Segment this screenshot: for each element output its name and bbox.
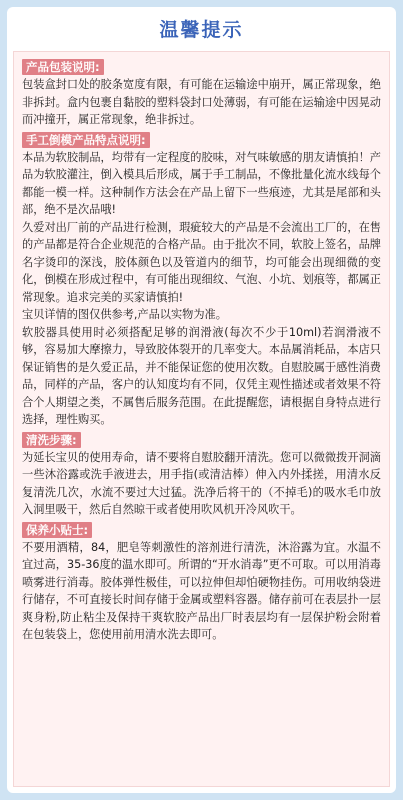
- paragraph: 宝贝详情的图仅供参考,产品以实物为准。: [22, 308, 227, 321]
- paragraph: 本品为软胶制品，均带有一定程度的胶味，对气味敏感的朋友请慎拍！产品为软胶灌注，倒入模具后形成，属于手工制品，不像批量化流水线每个都能一模一样。这种制作方法会在产品上留下一些痕迹，尤其是尾部和头部，绝不是次品哦!: [22, 150, 381, 216]
- section-packaging: [22, 56, 381, 129]
- notice-content: [13, 51, 390, 787]
- section-heading: 手工倒模产品特点说明:: [22, 132, 150, 148]
- paragraph: 久爱对出厂前的产品进行检测，瑕疵较大的产品是不会流出工厂的，在售的产品都是符合企业规范的合格产品。由于批次不同，软胶上签名，品牌名字烫印的深浅，胶体颜色以及管道内的细节，均可能会出现细微的变化，倒模在形成过程中，有可能出现细纹、气泡、小坑、划痕等，都属正常现象。追求完美的买家请慎拍!: [22, 220, 381, 304]
- notice-card: [7, 7, 396, 793]
- section-cleaning: [22, 429, 381, 519]
- paragraph: 为延长宝贝的使用寿命，请不要将自慰胶翻开清洗。您可以微微拨开洞滴一些沐浴露或洗手液进去，用手指(或清洁棒）伸入内外揉搓，用清水反复清洗几次，水流不要过大过猛。洗净后将干的（不掉毛)的吸水毛巾放入洞里吸干，然后自然晾干或者使用吹风机开冷风吹干。: [22, 450, 381, 516]
- paragraph: 软胶器具使用时必须搭配足够的润滑液(每次不少于10ml)若润滑液不够，容易加大摩擦力，导致胶体裂开的几率变大。本品属消耗品，本店只保证销售的是久爱正品，并不能保证您的使用次数。自慰胶属于感性消费品，同样的产品，客户的认知度均有不同，仅凭主观性描述或者效果不符合个人期望之类，不属售后服务范围。在此提醒您，请根据自身特点进行选择，理性购买。: [22, 325, 381, 426]
- section-care-tips: [22, 519, 381, 644]
- section-handmade: [22, 129, 381, 429]
- section-heading: 保养小贴士:: [22, 522, 92, 538]
- section-heading: 清洗步骤:: [22, 432, 81, 448]
- page-title: 温馨提示: [159, 19, 244, 41]
- section-heading: 产品包装说明:: [22, 59, 104, 75]
- paragraph: 不要用酒精，84，肥皂等刺激性的溶剂进行清洗，沐浴露为宜。水温不宜过高，35-36度的温水即可。所谓的“开水消毒”更不可取。可以用消毒喷雾进行消毒。胶体弹性极佳，可以拉伸但却怕硬物挂伤。可用收纳袋进行储存，不可直接长时间存储于金属或塑料容器。储存前可在表层扑一层爽身粉,防止粘尘及保持干爽软胶产品出厂时表层均有一层保护粉会附着在包装袋上，您使用前用清水洗去即可。: [22, 540, 381, 641]
- paragraph: 包装盒封口处的胶条宽度有限，有可能在运输途中崩开，属正常现象，绝非拆封。盒内包裹自黏胶的塑料袋封口处薄弱，有可能在运输途中因晃动而冲撞开，属正常现象，绝非拆过。: [22, 78, 381, 126]
